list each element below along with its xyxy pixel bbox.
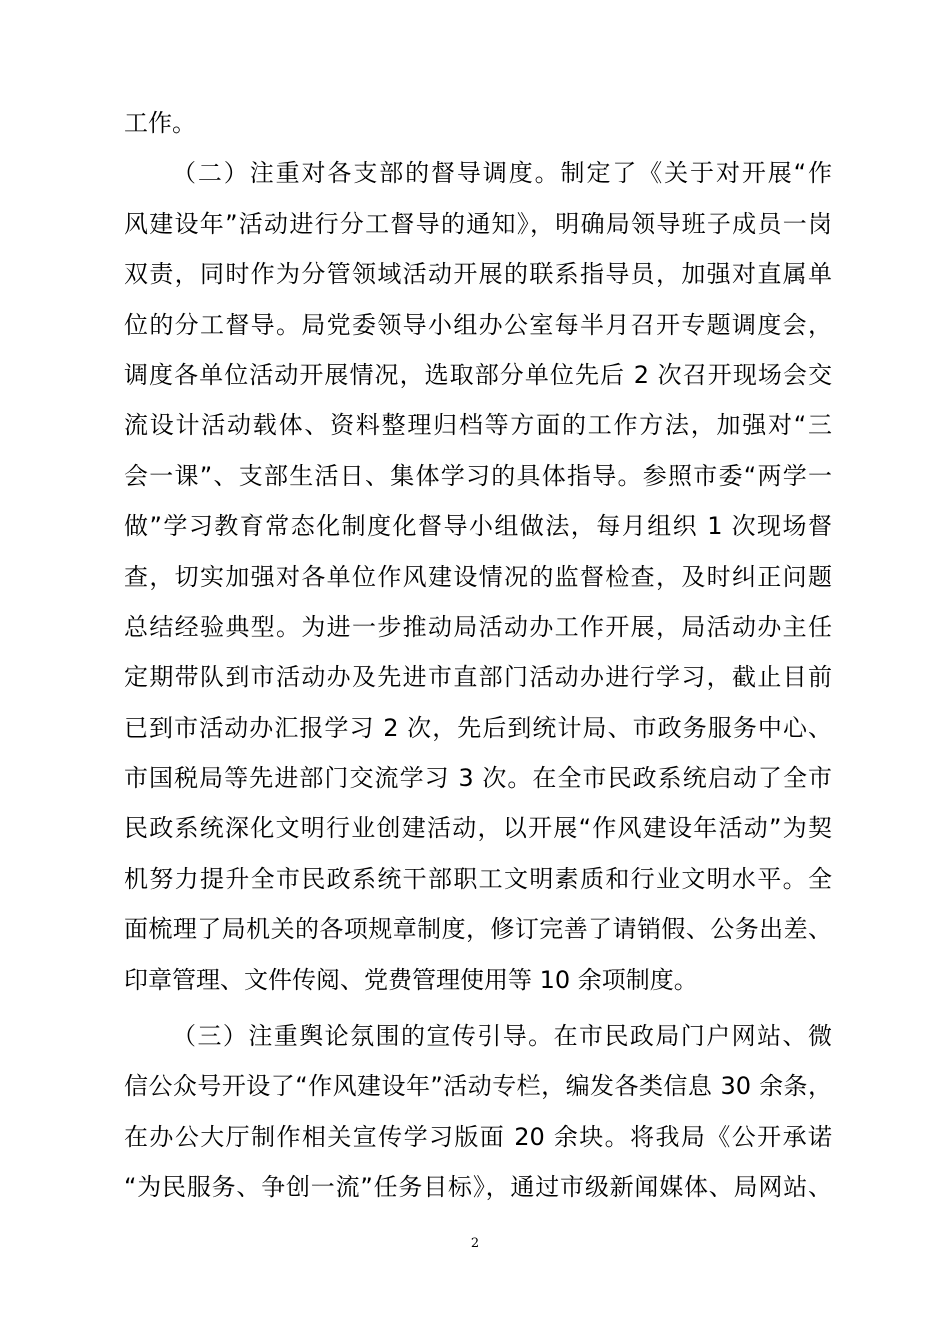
text-line: 风建设年”活动进行分工督导的通知》，明确局领导班子成员一岗 (124, 209, 832, 238)
section-heading-line: （三）注重舆论氛围的宣传引导。在市民政局门户网站、微 (172, 1022, 832, 1051)
text-line: 位的分工督导。局党委领导小组办公室每半月召开专题调度会， (124, 310, 832, 339)
text-line: 市国税局等先进部门交流学习 3 次。在全市民政系统启动了全市 (124, 764, 832, 793)
body-text (124, 98, 832, 1213)
text-line: 调度各单位活动开展情况，选取部分单位先后 2 次召开现场会交 (124, 360, 832, 389)
section-heading-line: （二）注重对各支部的督导调度。制定了《关于对开展“作 (172, 159, 832, 188)
text-line: 做”学习教育常态化制度化督导小组做法，每月组织 1 次现场督 (124, 512, 832, 541)
text-line: 工作。 (124, 109, 196, 137)
text-line: 在办公大厅制作相关宣传学习版面 20 余块。将我局《公开承诺 (124, 1122, 832, 1151)
text-line: 双责，同时作为分管领域活动开展的联系指导员，加强对直属单 (124, 260, 832, 289)
text-line: 机努力提升全市民政系统干部职工文明素质和行业文明水平。全 (124, 864, 832, 893)
text-line: 会一课”、支部生活日、集体学习的具体指导。参照市委“两学一 (124, 461, 832, 490)
text-line: 面梳理了局机关的各项规章制度，修订完善了请销假、公务出差、 (124, 915, 832, 944)
text-line: 流设计活动载体、资料整理归档等方面的工作方法，加强对“三 (124, 411, 832, 440)
text-line: 总结经验典型。为进一步推动局活动办工作开展，局活动办主任 (124, 612, 832, 641)
text-line: 查，切实加强对各单位作风建设情况的监督检查，及时纠正问题 (124, 562, 832, 591)
page-number: 2 (470, 1236, 480, 1251)
text-line: 印章管理、文件传阅、党费管理使用等 10 余项制度。 (124, 965, 698, 994)
text-line: “为民服务、争创一流”任务目标》，通过市级新闻媒体、局网站、 (124, 1173, 832, 1202)
text-line: 已到市活动办汇报学习 2 次，先后到统计局、市政务服务中心、 (124, 713, 832, 742)
text-line: 信公众号开设了“作风建设年”活动专栏，编发各类信息 30 余条， (124, 1072, 832, 1101)
text-line: 定期带队到市活动办及先进市直部门活动办进行学习，截止目前 (124, 663, 832, 692)
text-line: 民政系统深化文明行业创建活动，以开展“作风建设年活动”为契 (124, 814, 832, 843)
